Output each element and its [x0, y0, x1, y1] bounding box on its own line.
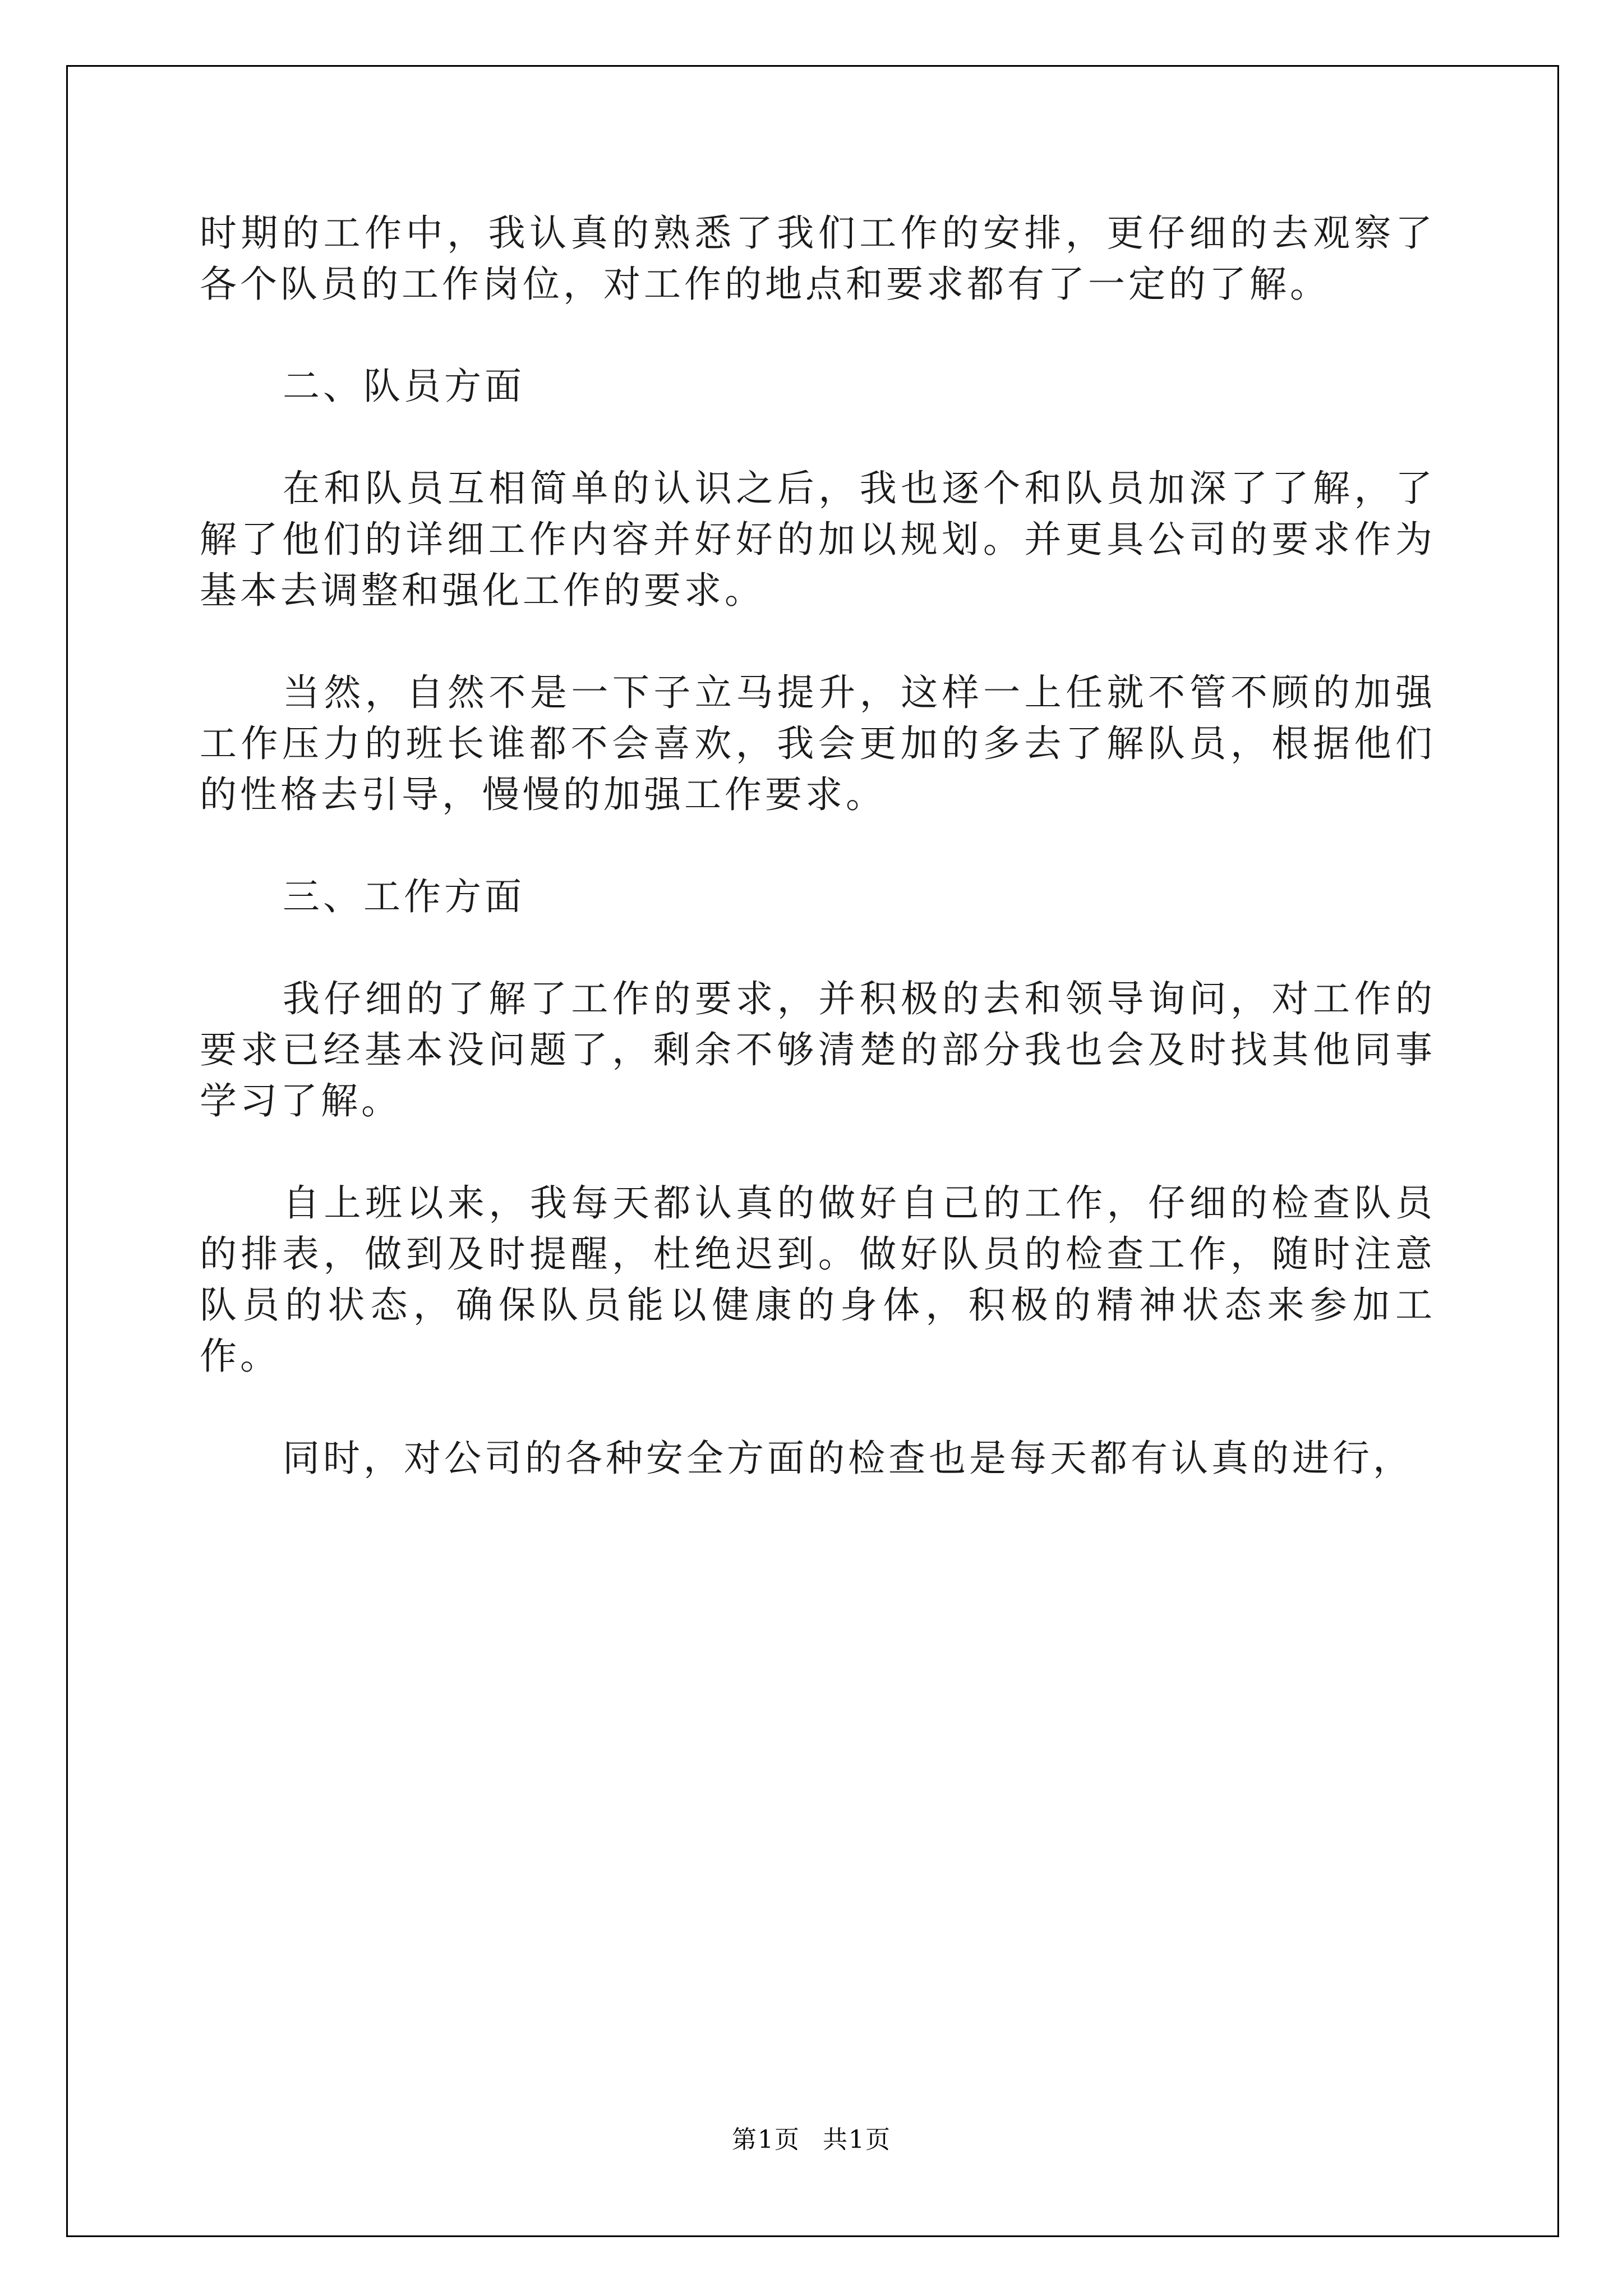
paragraph: 我仔细的了解了工作的要求，并积极的去和领导询问，对工作的要求已经基本没问题了，剩余不够清楚的部分我也会及时找其他同事学习了解。	[200, 977, 1436, 1122]
paragraph: 当然，自然不是一下子立马提升，这样一上任就不管不顾的加强工作压力的班长谁都不会喜欢，我会更加的多去了解队员，根据他们的性格去引导，慢慢的加强工作要求。	[200, 671, 1436, 816]
document-body	[200, 208, 1436, 1535]
paragraph: 自上班以来，我每天都认真的做好自己的工作，仔细的检查队员的排表，做到及时提醒，杜绝迟到。做好队员的检查工作，随时注意队员的状态，确保队员能以健康的身体，积极的精神状态来参加工作。	[200, 1181, 1436, 1378]
page-total: 共1页	[823, 2125, 891, 2154]
section-heading-members: 二、队员方面	[283, 365, 525, 408]
paragraph-continued: 时期的工作中，我认真的熟悉了我们工作的安排，更仔细的去观察了各个队员的工作岗位，对工作的地点和要求都有了一定的了解。	[200, 211, 1436, 306]
page-footer	[0, 2119, 1623, 2155]
paragraph: 在和队员互相简单的认识之后，我也逐个和队员加深了了解，了解了他们的详细工作内容并好好的加以规划。并更具公司的要求作为基本去调整和强化工作的要求。	[200, 467, 1436, 612]
section-heading-work: 三、工作方面	[283, 875, 525, 918]
paragraph: 同时，对公司的各种安全方面的检查也是每天都有认真的进行，	[283, 1437, 1413, 1480]
page-number: 第1页	[732, 2125, 800, 2154]
